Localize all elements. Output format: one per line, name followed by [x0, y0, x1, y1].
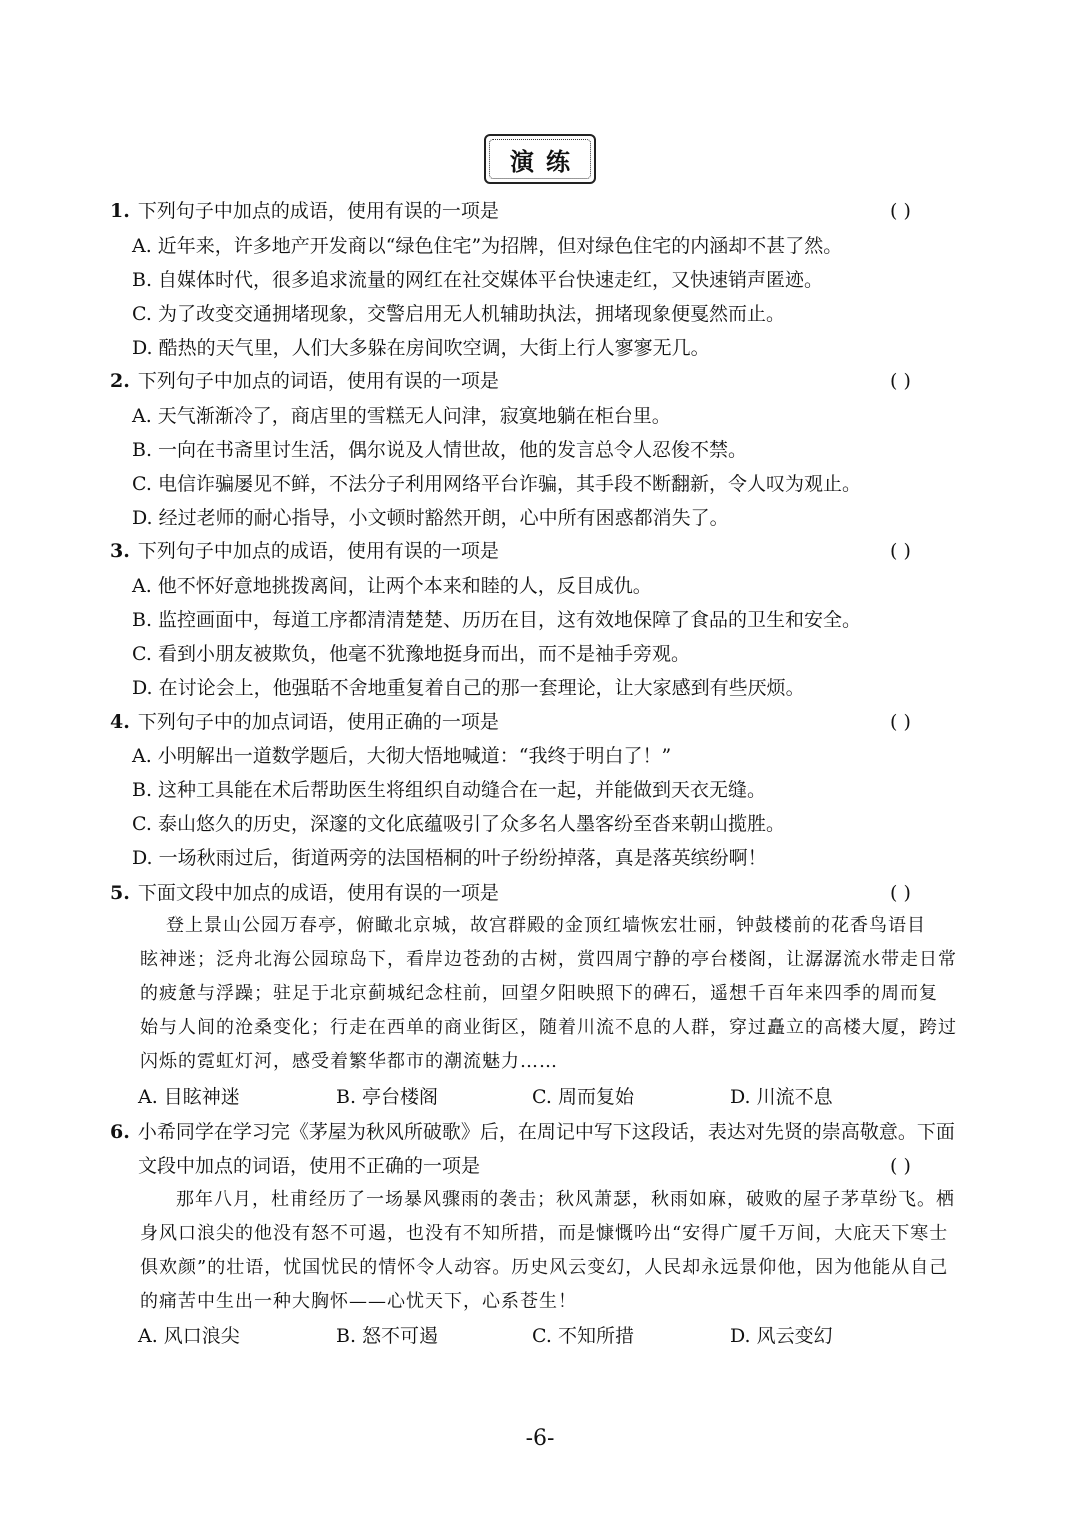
option: B. 这种工具能在术后帮助医生将组织自动缝合在一起，并能做到天衣无缝。	[132, 779, 767, 801]
answer-blank: ( )	[890, 882, 911, 904]
choice: B. 怒不可遏	[336, 1325, 439, 1347]
option: C. 看到小朋友被欺负，他毫不犹豫地挺身而出，而不是袖手旁观。	[132, 643, 690, 665]
option: B. 自媒体时代，很多追求流量的网红在社交媒体平台快速走红，又快速销声匿迹。	[132, 269, 824, 291]
choice: B. 亭台楼阁	[336, 1086, 439, 1108]
question-number: 2.	[110, 370, 130, 392]
option: A. 近年来，许多地产开发商以“绿色住宅”为招牌，但对绿色住宅的内涵却不甚了然。	[132, 235, 843, 257]
question-text: 下面文段中加点的成语，使用有误的一项是	[137, 882, 499, 904]
passage-line: 闪烁的霓虹灯河，感受着繁华都市的潮流魅力……	[140, 1051, 558, 1072]
question-text: 小希同学在学习完《茅屋为秋风所破歌》后，在周记中写下这段话，表达对先贤的崇高敬意。下面	[137, 1121, 955, 1143]
question-6-stem	[110, 1118, 955, 1146]
option: D. 经过老师的耐心指导，小文顿时豁然开朗，心中所有困惑都消失了。	[132, 507, 729, 529]
question-5-stem	[110, 879, 499, 907]
choice: A. 风口浪尖	[138, 1325, 240, 1347]
choice: A. 目眩神迷	[138, 1086, 240, 1108]
option: B. 一向在书斋里讨生活，偶尔说及人情世故，他的发言总令人忍俊不禁。	[132, 439, 748, 461]
question-number: 4.	[110, 711, 130, 733]
option: D. 在讨论会上，他强聒不舍地重复着自己的那一套理论，让大家感到有些厌烦。	[132, 677, 805, 699]
passage-line: 始与人间的沧桑变化；行走在西单的商业街区，随着川流不息的人群，穿过矗立的高楼大厦，跨过	[140, 1017, 957, 1038]
option: A. 小明解出一道数学题后，大彻大悟地喊道：“我终于明白了！”	[132, 745, 672, 767]
question-6-stem-continued: 文段中加点的词语，使用不正确的一项是	[138, 1155, 481, 1177]
question-text: 下列句子中加点的成语，使用有误的一项是	[137, 540, 499, 562]
question-text: 下列句子中加点的成语，使用有误的一项是	[137, 200, 499, 222]
option: D. 一场秋雨过后，街道两旁的法国梧桐的叶子纷纷掉落，真是落英缤纷啊！	[132, 847, 767, 869]
question-text: 下列句子中的加点词语，使用正确的一项是	[137, 711, 499, 733]
option: B. 监控画面中，每道工序都清清楚楚、历历在目，这有效地保障了食品的卫生和安全。	[132, 609, 862, 631]
question-number: 6.	[110, 1121, 130, 1143]
choice: D. 风云变幻	[730, 1325, 833, 1347]
option: A. 天气渐渐冷了，商店里的雪糕无人问津，寂寞地躺在柜台里。	[132, 405, 671, 427]
question-2-stem	[110, 367, 499, 395]
question-4-stem	[110, 708, 499, 736]
option: C. 电信诈骗屡见不鲜，不法分子利用网络平台诈骗，其手段不断翻新，令人叹为观止。	[132, 473, 861, 495]
option: C. 泰山悠久的历史，深邃的文化底蕴吸引了众多名人墨客纷至沓来朝山揽胜。	[132, 813, 785, 835]
answer-blank: ( )	[890, 711, 911, 733]
passage-line: 俱欢颜”的壮语，忧国忧民的情怀令人动容。历史风云变幻，人民却永远景仰他，因为他能从自己	[140, 1257, 949, 1278]
option: A. 他不怀好意地挑拨离间，让两个本来和睦的人，反目成仇。	[132, 575, 652, 597]
passage-line: 身风口浪尖的他没有怒不可遏，也没有不知所措，而是慷慨吟出“安得广厦千万间，大庇天下寒士	[140, 1223, 949, 1244]
answer-blank: ( )	[890, 200, 911, 222]
question-number: 3.	[110, 540, 130, 562]
choice: C. 周而复始	[532, 1086, 634, 1108]
question-number: 5.	[110, 882, 130, 904]
question-1-stem	[110, 197, 499, 225]
answer-blank: ( )	[890, 370, 911, 392]
option: D. 酷热的天气里，人们大多躲在房间吹空调，大街上行人寥寥无几。	[132, 337, 710, 359]
question-3-stem	[110, 537, 499, 565]
choice: D. 川流不息	[730, 1086, 833, 1108]
passage-line: 那年八月，杜甫经历了一场暴风骤雨的袭击；秋风萧瑟，秋雨如麻，破败的屋子茅草纷飞。栖	[176, 1189, 955, 1210]
question-number: 1.	[110, 200, 130, 222]
page-number: -6-	[525, 1426, 555, 1451]
question-text: 下列句子中加点的词语，使用有误的一项是	[137, 370, 499, 392]
answer-blank: ( )	[890, 540, 911, 562]
choice: C. 不知所措	[532, 1325, 634, 1347]
section-title: 演练	[510, 146, 582, 176]
passage-line: 登上景山公园万春亭，俯瞰北京城，故宫群殿的金顶红墙恢宏壮丽，钟鼓楼前的花香鸟语目	[166, 915, 926, 936]
option: C. 为了改变交通拥堵现象，交警启用无人机辅助执法，拥堵现象便戛然而止。	[132, 303, 785, 325]
passage-line: 的痛苦中生出一种大胸怀——心忧天下，心系苍生！	[140, 1291, 577, 1312]
section-title-frame	[484, 134, 596, 184]
answer-blank: ( )	[890, 1155, 911, 1177]
passage-line: 眩神迷；泛舟北海公园琼岛下，看岸边苍劲的古树，赏四周宁静的亭台楼阁，让潺潺流水带走日常	[140, 949, 957, 970]
passage-line: 的疲惫与浮躁；驻足于北京蓟城纪念柱前，回望夕阳映照下的碑石，遥想千百年来四季的周而复	[140, 983, 938, 1004]
